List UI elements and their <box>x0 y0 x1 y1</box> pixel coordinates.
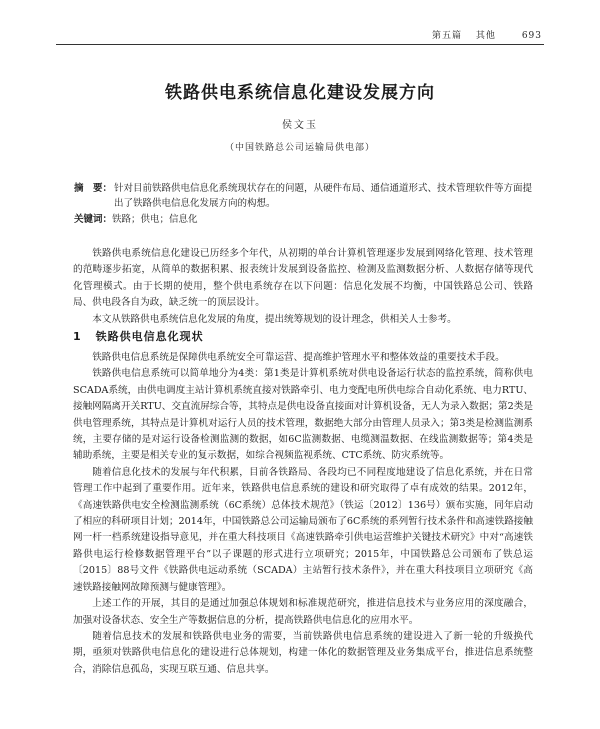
body-paragraph: 随着信息技术的发展和铁路供电业务的需要，当前铁路供电信息系统的建设进入了新一轮的升级换代期，亟须对铁路供电信息化的建设进行总体规划，构建一体化的数据管理及业务集成平台，推进信息系统整合，消除信息孤岛，实现互联互通、信息共享。 <box>73 630 533 675</box>
section-body <box>73 350 533 678</box>
body-paragraph: 铁路供电信息系统可以简单地分为4类：第1类是计算机系统对供电设备运行状态的监控系统，简称供电SCADA系统，由供电调度主站计算机系统直接对铁路牵引、电力变配电所供电综合自动化系统、电力RTU、接触网隔离开关RTU、交直流屏综合等，其特点是供电设备直接面对计算机设备，无人为录入数据；第2类是供电管理系统，其特点是计算机对运行人员的技术管理，数据绝大部分由管理人员录入；第3类是检测监测系统，主要存储的是对运行设备检测监测的数据，如6C监测数据、电缆测温数据、在线监测数据等；第4类是辅助系统，主要是相关专业的复示数据，如综合视频监视系统、CTC系统、防灾系统等。 <box>73 368 533 462</box>
header-chapter: 第五篇 <box>432 31 463 41</box>
body-paragraph: 随着信息化技术的发展与年代积累，目前各铁路局、各段均已不同程度地建设了信息化系统，并在日常管理工作中起到了重要作用。近年来，铁路供电信息系统的建设和研究取得了卓有成效的结果。2012年，《高速铁路供电安全检测监测系统（6C系统）总体技术规范》（铁运〔2012〕136号）颁布实施，同年启动了相应的科研项目计划；2014年，中国铁路总公司运输局颁布了6C系统的系列暂行技术条件和高速铁路接触网一杆一档系统建设指导意见，并在重大科技项目《高速铁路牵引供电运营维护关键技术研究》中对“高速铁路供电运行检修数据管理平台”以子课题的形式进行立项研究；2015年，中国铁路总公司颁布了铁总运〔2015〕88号文件《铁路供电远动系统（SCADA）主站暂行技术条件》，并在重大科技项目立项研究《高速铁路接触网故障预测与健康管理》。 <box>73 466 533 593</box>
running-header <box>422 28 542 41</box>
abstract <box>74 181 532 211</box>
section-title: 铁路供电信息化现状 <box>95 330 204 343</box>
body-paragraph: 上述工作的开展，其目的是通过加强总体规划和标准规范研究，推进信息技术与业务应用的深度融合，加强对设备状态、安全生产等数据信息的分析，提高铁路供电信息化的应用水平。 <box>73 598 533 626</box>
header-rule <box>56 44 544 45</box>
keywords <box>74 213 532 227</box>
author-affiliation: （中国铁路总公司运输局供电部） <box>224 143 375 153</box>
intro-paragraph: 铁路供电系统信息化建设已历经多个年代，从初期的单台计算机管理逐步发展到网络化管理、技术管理的范畴逐步拓宽，从简单的数据积累、报表统计发展到设备监控、检测及监测数据分析、人数据存储等现代化管理模式。由于长期的使用，整个供电系统存在以下问题：信息化发展不均衡，中国铁路总公司、铁路局、供电段各自为政，缺乏统一的顶层设计。 <box>73 248 533 309</box>
keywords-label: 关键词： <box>74 214 113 225</box>
page-number: 693 <box>521 31 542 41</box>
article-title: 铁路供电系统信息化建设发展方向 <box>165 83 435 103</box>
keywords-text: 铁路；供电；信息化 <box>112 214 198 225</box>
intro-text <box>73 246 533 328</box>
section-heading <box>73 328 204 344</box>
abstract-text: 针对目前铁路供电信息化系统现状存在的问题，从硬件布局、通信通道形式、技术管理软件等方面提出了铁路供电信息化发展方向的构想。 <box>114 183 533 209</box>
article-author: 侯文玉 <box>282 120 318 131</box>
header-section: 其他 <box>475 31 496 41</box>
abstract-label: 摘 要： <box>74 183 113 194</box>
section-number: 1 <box>73 330 82 343</box>
body-paragraph: 铁路供电信息系统是保障供电系统安全可靠运营、提高维护管理水平和整体效益的重要技术手段。 <box>92 352 505 363</box>
intro-paragraph: 本文从铁路供电系统信息化发展的角度，提出统筹规划的设计理念，供相关人士参考。 <box>92 313 457 325</box>
